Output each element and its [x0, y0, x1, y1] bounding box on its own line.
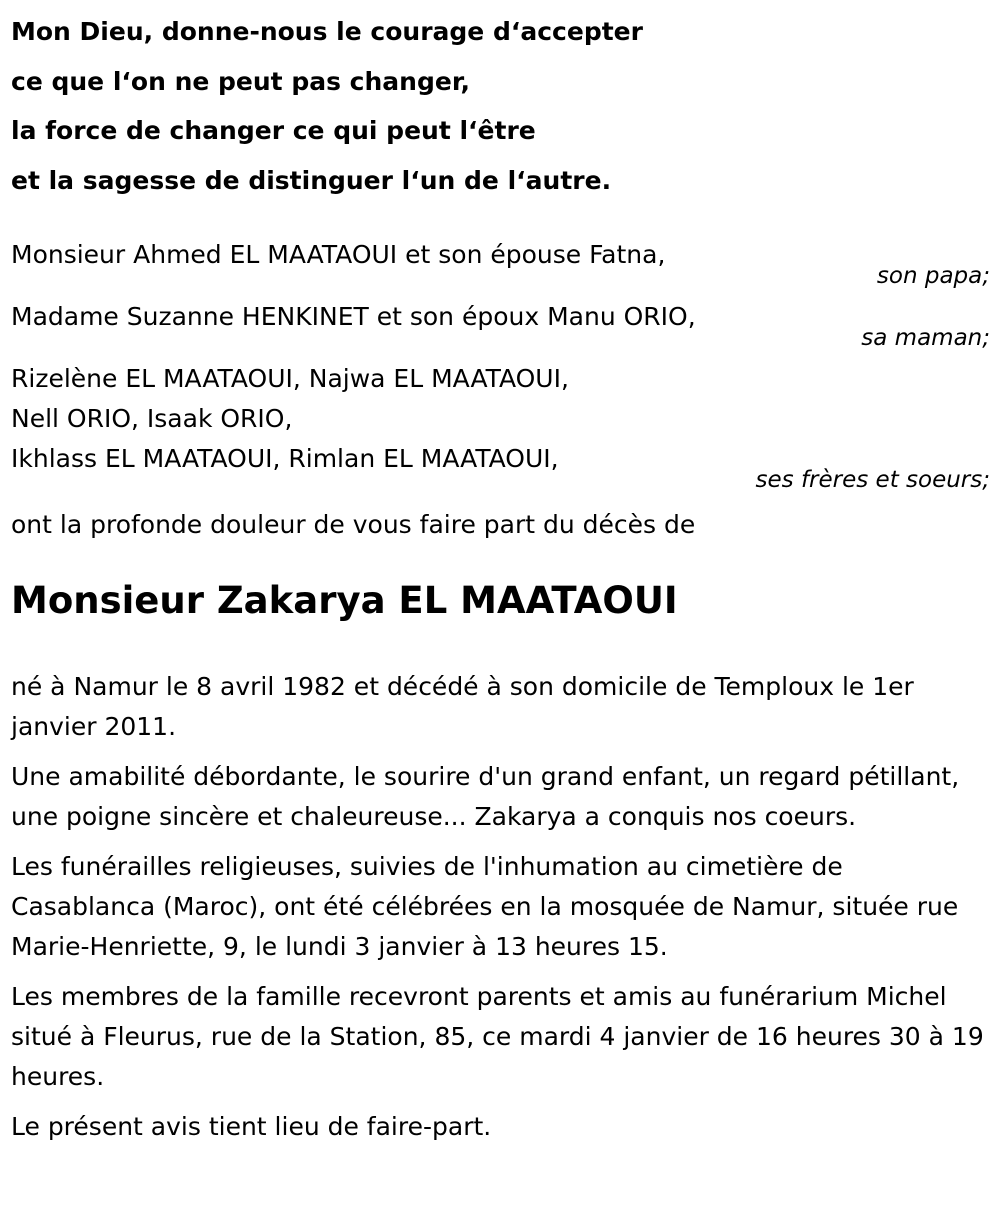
prayer-line: Mon Dieu, donne-nous le courage d‘accepter — [11, 17, 643, 46]
family-member-names: Monsieur Ahmed EL MAATAOUI et son épouse Fatna, — [11, 240, 666, 269]
family-member-names: Madame Suzanne HENKINET et son époux Manu ORIO, — [11, 302, 696, 331]
prayer-verse — [11, 0, 991, 205]
visitation-paragraph: Les membres de la famille recevront parents et amis au funérarium Michel situé à Fleurus, rue de la Station, 85, ce mardi 4 janvier de 16 heures 30 à 19 heures. — [11, 982, 984, 1091]
family-role: ses frères et soeurs; — [755, 467, 990, 493]
family-member-names: Nell ORIO, Isaak ORIO, — [11, 404, 293, 433]
family-group-mother — [11, 297, 991, 349]
closing-paragraph: Le présent avis tient lieu de faire-part. — [11, 1112, 492, 1141]
family-member-names: Rizelène EL MAATAOUI, Najwa EL MAATAOUI, — [11, 364, 569, 393]
family-role: son papa; — [876, 263, 990, 289]
family-member-names: Ikhlass EL MAATAOUI, Rimlan EL MAATAOUI, — [11, 444, 559, 473]
family-list — [11, 235, 991, 491]
birth-death-paragraph: né à Namur le 8 avril 1982 et décédé à son domicile de Temploux le 1er janvier 2011. — [11, 672, 914, 741]
funeral-paragraph: Les funérailles religieuses, suivies de l'inhumation au cimetière de Casablanca (Maroc), ont été célébrées en la mosquée de Namur, située rue Marie-Henriette, 9, le lundi 3 janvier à 13 heures 15. — [11, 852, 959, 961]
family-group-father — [11, 235, 991, 287]
tribute-paragraph: Une amabilité débordante, le sourire d'un grand enfant, un regard pétillant, une poigne sincère et chaleureuse... Zakarya a conquis nos coeurs. — [11, 762, 960, 831]
prayer-line: et la sagesse de distinguer l‘un de l‘autre. — [11, 165, 612, 195]
announcement-text: ont la profonde douleur de vous faire part du décès de — [11, 510, 696, 539]
deceased-name: Monsieur Zakarya EL MAATAOUI — [11, 579, 678, 622]
prayer-line: la force de changer ce qui peut l‘être — [11, 116, 536, 145]
family-role: sa maman; — [861, 325, 990, 351]
obituary-notice — [11, 0, 991, 1157]
family-group-siblings — [11, 359, 991, 491]
notice-body — [11, 667, 991, 1147]
prayer-line: ce que l‘on ne peut pas changer, — [11, 66, 470, 96]
